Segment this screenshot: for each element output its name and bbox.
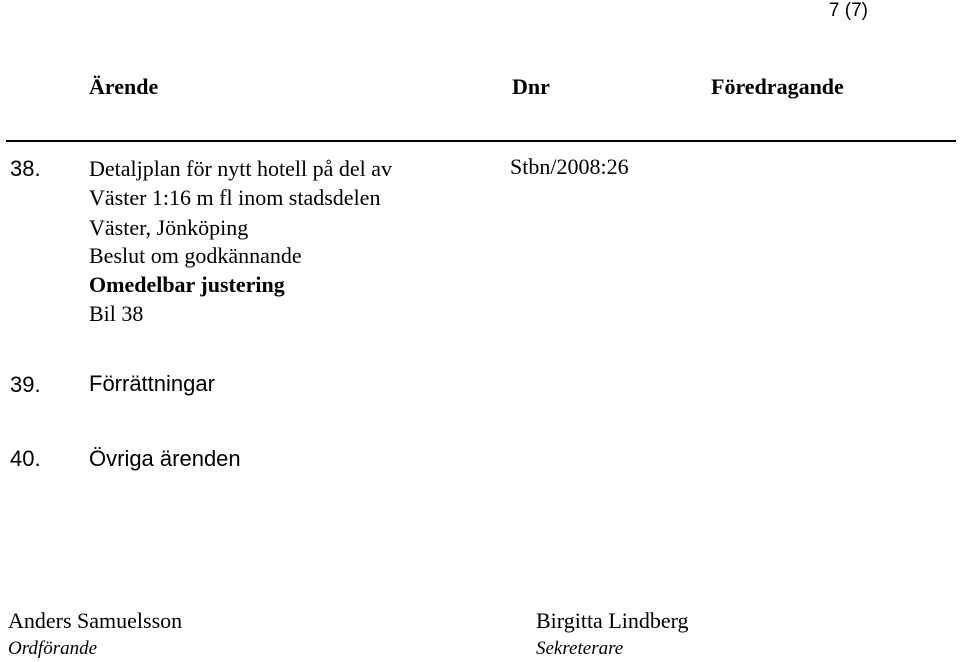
item-number: 39. — [10, 372, 41, 397]
signature-role-secretary: Sekreterare — [536, 638, 624, 659]
item-title: Förrättningar — [89, 371, 215, 396]
item-title-line: Väster 1:16 m fl inom stadsdelen — [89, 185, 381, 210]
item-title-line: Detaljplan för nytt hotell på del av — [89, 156, 393, 181]
item-number: 38. — [10, 156, 41, 181]
item-title: Övriga ärenden — [89, 446, 241, 471]
signature-name-chair: Anders Samuelsson — [8, 608, 183, 633]
column-header-foredragande: Föredragande — [711, 74, 844, 99]
item-number: 40. — [10, 446, 41, 471]
header-divider — [6, 140, 956, 142]
signature-name-secretary: Birgitta Lindberg — [536, 608, 689, 633]
column-header-arende: Ärende — [89, 74, 159, 99]
item-dnr: Stbn/2008:26 — [510, 154, 629, 179]
signature-role-chair: Ordförande — [8, 638, 98, 659]
item-adjustment: Omedelbar justering — [89, 272, 285, 297]
item-attachment: Bil 38 — [89, 301, 144, 326]
item-title-line: Väster, Jönköping — [89, 215, 249, 240]
column-header-dnr: Dnr — [512, 74, 550, 99]
item-decision: Beslut om godkännande — [89, 243, 302, 268]
page-number: 7 (7) — [828, 0, 868, 21]
